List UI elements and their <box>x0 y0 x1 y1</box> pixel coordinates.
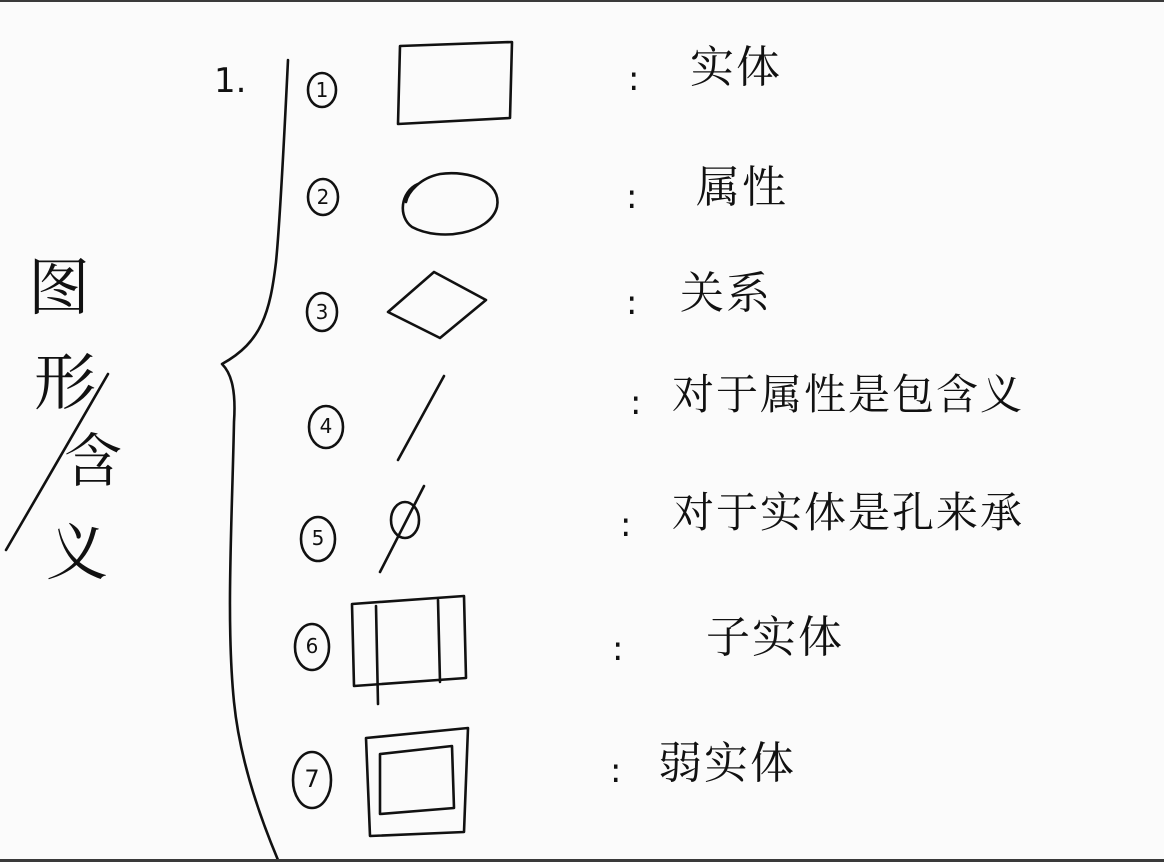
separator-1: : <box>628 59 640 99</box>
heading-number: 1. <box>214 61 247 101</box>
separator-5: : <box>620 505 632 545</box>
separator-6: : <box>612 629 624 669</box>
barred-rectangle-bar-right <box>438 600 440 682</box>
title-strike-line <box>6 374 108 550</box>
ink-drawing <box>0 2 1164 862</box>
double-rectangle-inner <box>380 746 454 814</box>
title-char-2: 形 <box>34 346 97 419</box>
title-char-4: 义 <box>46 516 109 589</box>
slash-icon <box>398 376 444 460</box>
definition-entity: 实体 <box>690 42 782 93</box>
separator-2: : <box>626 177 638 217</box>
index-2: 2 <box>316 185 330 209</box>
definition-sub-entity: 子实体 <box>706 612 844 663</box>
index-4: 4 <box>319 414 333 438</box>
title-char-3: 含 <box>64 427 123 495</box>
index-3: 3 <box>315 300 329 324</box>
separator-3: : <box>626 283 638 323</box>
definition-attribute: 属性 <box>696 162 788 213</box>
separator-7: : <box>610 751 622 791</box>
definition-relationship: 关系 <box>680 268 772 319</box>
definition-weak-entity: 弱实体 <box>658 738 796 789</box>
index-5: 5 <box>311 526 325 550</box>
slashed-circle-icon-ring <box>391 502 419 538</box>
rectangle-icon <box>398 42 512 124</box>
separator-4: : <box>630 383 642 423</box>
index-1: 1 <box>315 78 329 102</box>
index-7: 7 <box>304 765 320 793</box>
barred-rectangle-icon <box>352 596 466 686</box>
title-char-1: 图 <box>28 251 91 324</box>
index-6: 6 <box>305 634 319 658</box>
left-brace <box>222 60 288 860</box>
definition-attribute-inclusion: 对于属性是包含义 <box>672 370 1025 419</box>
definition-entity-inheritance: 对于实体是孔来承 <box>672 488 1025 537</box>
diamond-icon <box>388 272 486 338</box>
ellipse-icon <box>403 173 498 234</box>
barred-rectangle-bar-left <box>376 606 378 704</box>
